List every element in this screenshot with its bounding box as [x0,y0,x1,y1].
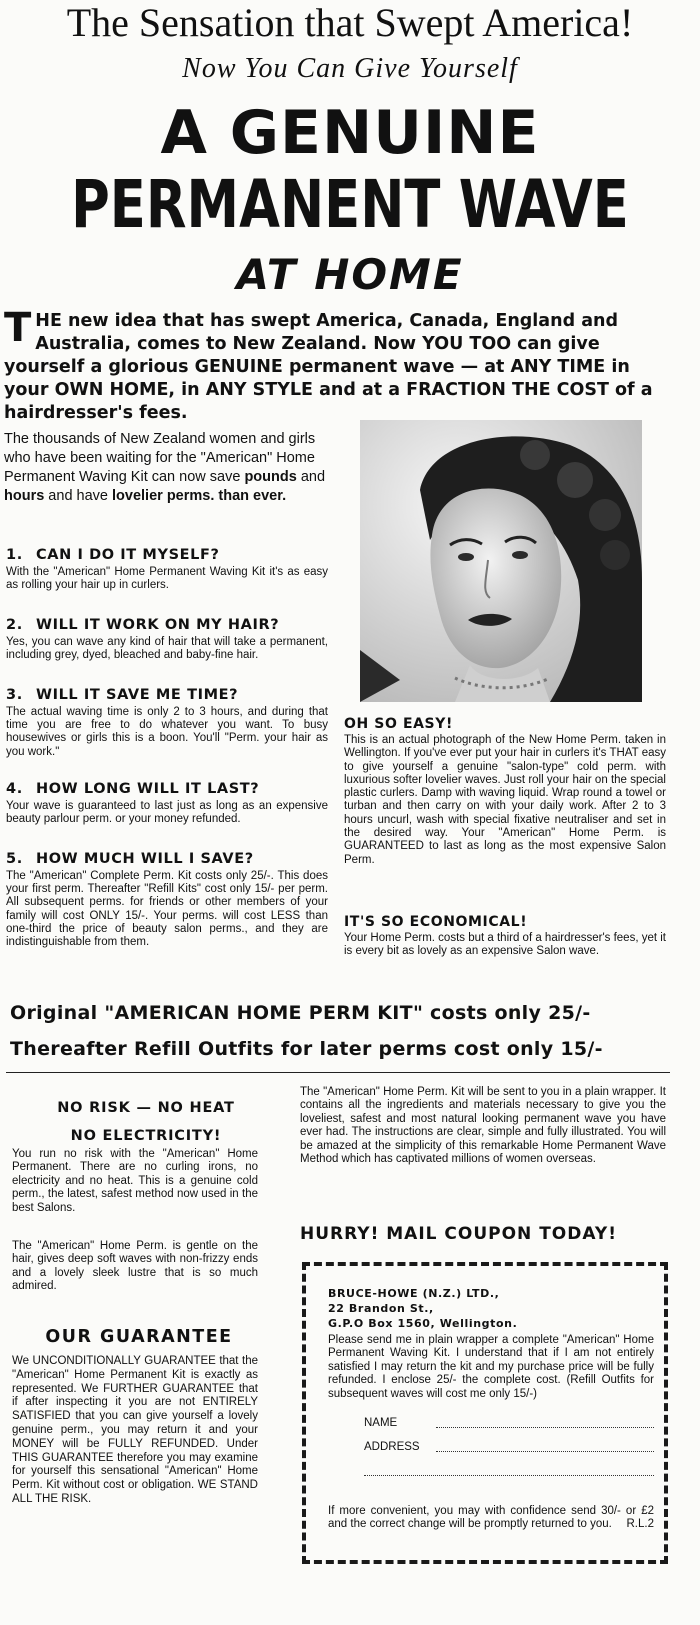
company-street: 22 Brandon St., [328,1302,434,1315]
woman-portrait-photo [360,420,642,702]
faq-question-2 [6,616,328,634]
faq-question-3 [6,686,328,704]
headline-at-home: AT HOME [236,250,464,299]
faq-question-text-1: CAN I DO IT MYSELF? [36,547,220,563]
headline-subtitle: Now You Can Give Yourself [182,53,518,84]
faq-number-5: 5. [6,851,23,867]
company-address [328,1286,654,1331]
guarantee-title: OUR GUARANTEE [45,1327,233,1347]
easy-block [344,716,666,867]
faq-question-4 [6,780,328,798]
easy-text: This is an actual photograph of the New Home Perm. taken in Wellington. If you've ever put your hair in curlers it's THAT easy to give yourself a genuine "salon-type" cold perm. with luxurious softer lovelier waves. Just roll your hair on the special plastic curlers. Damp with waving liquid. Wrap round a towel or turban and then carry on with your daily work. After 2 to 3 hours uncurl, wash with special fixative neutraliser and set in the desired way. Your "American" Home Perm. is GUARANTEED to last as long as the most expensive Salon Perm. [344,734,666,866]
lead-bold-hours: hours [4,488,45,504]
section-divider [6,1072,670,1073]
norisk-heading [4,1094,288,1150]
norisk-title-line-1: NO RISK — NO HEAT [57,1100,235,1116]
coupon-footer [328,1505,654,1532]
economical-text: Your Home Perm. costs but a third of a hairdresser's fees, yet it is every bit as lovely as an expensive Salon wave. [344,932,666,958]
coupon-content [328,1286,654,1532]
faq-item-5 [6,850,328,949]
norisk-title-line-2: NO ELECTRICITY! [70,1128,222,1144]
company-name: BRUCE-HOWE (N.Z.) LTD., [328,1287,500,1300]
mail-coupon[interactable] [302,1262,668,1564]
faq-answer-1: With the "American" Home Permanent Waving Kit it's as easy as rolling your hair up in curlers. [6,566,328,592]
faq-number-4: 4. [6,781,23,797]
name-label: NAME [364,1417,398,1430]
norisk-paragraph-2: The "American" Home Perm. is gentle on the hair, gives deep soft waves with non-frizzy ends and a lovely sleek lustre that is so much admired. [12,1240,258,1293]
economical-block [344,914,666,959]
intro-paragraph [4,305,680,425]
faq-number-3: 3. [6,687,23,703]
faq-question-1 [6,546,328,564]
headline-sensation: The Sensation that Swept America! [66,0,634,45]
faq-answer-3: The actual waving time is only 2 to 3 hours, and during that time you are free to do whatever you want. To busy housewives or girls this is a boon. You'll "Perm. your hair as you work." [6,706,328,758]
faq-number-2: 2. [6,617,23,633]
lead-paragraph [4,430,328,506]
intro-text: HE new idea that has swept America, Canada, England and Australia, comes to New Zealand. Now YOU TOO can give yourself a glorious GENUINE permanent wave — at ANY TIME in your OWN HOME, in ANY STYLE and at a FRACTION THE COST of a hairdresser's fees. [4,311,653,423]
faq-question-text-2: WILL IT WORK ON MY HAIR? [36,617,280,633]
faq-item-3 [6,686,328,759]
coupon-footer-text: If more convenient, you may with confidence send 30/- or £2 and the correct change will be promptly returned to you. [328,1505,654,1531]
hurry-heading: HURRY! MAIL COUPON TODAY! [300,1224,617,1244]
address-line-2[interactable] [364,1475,654,1476]
faq-answer-5: The "American" Complete Perm. Kit costs only 25/-. This does your first perm. Thereafter "Refill Kits" cost only 15/- per perm. All subsequent perms. for friends or other members of your family will cost ONLY 15/-. Your perms. will cost LESS than one-third the price of beauty salon perms., and they are indistinguishable from them. [6,870,328,949]
name-line[interactable] [436,1427,654,1428]
price-banner-refill: Thereafter Refill Outfits for later perms cost only 15/- [10,1038,603,1060]
faq-answer-4: Your wave is guaranteed to last just as long as an expensive beauty parlour perm. or your money refunded. [6,800,328,826]
faq-question-text-5: HOW MUCH WILL I SAVE? [36,851,254,867]
address-label: ADDRESS [364,1441,420,1454]
coupon-code: R.L.2 [626,1518,654,1531]
easy-title: OH SO EASY! [344,716,453,732]
lead-text-1: The thousands of New Zealand women and girls who have been waiting for the "American" Home Permanent Waving Kit can now save [4,431,316,485]
shipping-description: The "American" Home Perm. Kit will be sent to you in a plain wrapper. It contains all the ingredients and materials necessary to give you the loveliest, safest and most natural looking permanent wave you have ever had. The instructions are clear, simple and fully illustrated. You will be amazed at the simplicity of this remarkable Home Permanent Wave Method which has captivated millions of women overseas. [300,1086,666,1166]
faq-answer-2: Yes, you can wave any kind of hair that will take a permanent, including grey, dyed, bleached and baby-fine hair. [6,636,328,662]
company-box: G.P.O Box 1560, Wellington. [328,1317,518,1330]
lead-bold-lovelier: lovelier perms. than ever. [112,488,287,504]
headline-genuine: A GENUINE [160,98,540,168]
faq-question-5 [6,850,328,868]
faq-item-4 [6,780,328,826]
price-banner-kit: Original "AMERICAN HOME PERM KIT" costs only 25/- [10,1002,591,1024]
address-line[interactable] [436,1451,654,1452]
name-field[interactable] [364,1413,654,1437]
address-field[interactable] [364,1437,654,1461]
headline-permanent-wave: PERMANENT WAVE [71,166,629,243]
faq-question-text-3: WILL IT SAVE ME TIME? [36,687,239,703]
lead-text-3: and have [44,488,113,504]
faq-question-text-4: HOW LONG WILL IT LAST? [36,781,260,797]
economical-title: IT'S SO ECONOMICAL! [344,914,528,930]
norisk-paragraph-1: You run no risk with the "American" Home Permanent. There are no curling irons, no electricity and no heat. This is a genuine cold perm., the latest, safest method now used in the best Salons. [12,1148,258,1214]
lead-bold-pounds: pounds [244,469,297,485]
intro-dropcap: T [4,305,32,351]
faq-item-2 [6,616,328,662]
lead-text-2: and [296,469,326,485]
portrait-illustration [360,420,642,702]
guarantee-text: We UNCONDITIONALLY GUARANTEE that the "American" Home Permanent Kit is exactly as represented. We FURTHER GUARANTEE that if after inspecting it you are not ENTIRELY SATISFIED that you can give yourself a lovely genuine perm., you may return it and your MONEY will be FULLY REFUNDED. Under THIS GUARANTEE therefore you may examine for yourself this sensational "American" Home Perm. Kit without cost or obligation. WE STAND ALL THE RISK. [12,1355,258,1505]
address-field-extra[interactable] [364,1461,654,1485]
faq-item-1 [6,546,328,592]
faq-number-1: 1. [6,547,23,563]
coupon-body-text: Please send me in plain wrapper a complete "American" Home Permanent Waving Kit. I understand that if I am not entirely satisfied I may return the kit and my purchase price will be fully refunded. I enclose 25/- the complete cost. (Refill Outfits for subsequent waves will cost me only 15/-) [328,1334,654,1400]
